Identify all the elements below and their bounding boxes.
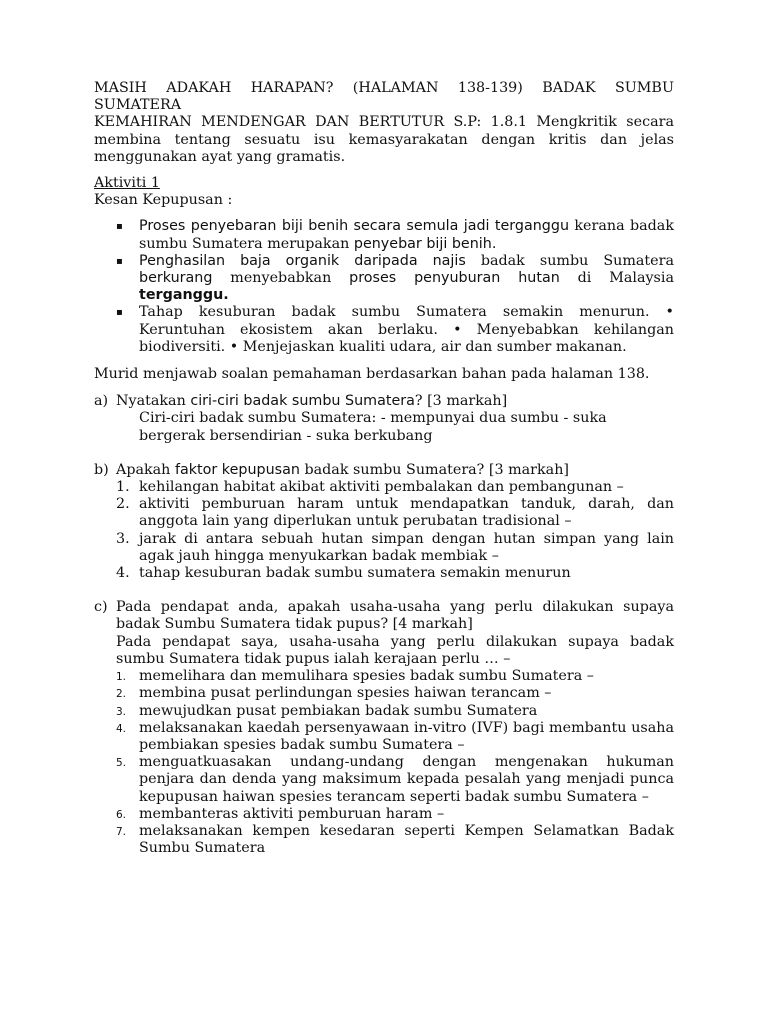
- item-number: 6.: [116, 808, 127, 821]
- item-number: 3.: [116, 530, 130, 547]
- item-number: 4.: [116, 565, 130, 582]
- question-b: [94, 462, 674, 479]
- question-text: Apakah: [116, 461, 175, 478]
- highlight-text: terganggu.: [139, 287, 229, 304]
- square-bullet-icon: ▪: [116, 307, 123, 319]
- body-text: .: [491, 235, 497, 252]
- activity-title: Aktiviti 1: [94, 175, 160, 192]
- question-text: badak sumbu Sumatera? [3 markah]: [299, 461, 569, 478]
- list-item: [94, 479, 674, 496]
- item-text: aktiviti pemburuan haram untuk mendapatkan tanduk, darah, dan anggota lain yang diperlukan untuk perubatan tradisional –: [139, 496, 674, 530]
- list-item: [94, 703, 674, 720]
- list-item: [94, 496, 674, 530]
- item-text: kehilangan habitat akibat aktiviti pembalakan dan pembangunan –: [139, 479, 624, 496]
- item-number: 1.: [116, 671, 127, 684]
- item-text: membanteras aktiviti pemburuan haram –: [139, 805, 445, 822]
- highlight-text: penyebar biji benih: [353, 235, 492, 252]
- document-title: MASIH ADAKAH HARAPAN? (HALAMAN 138-139) BADAK SUMBU SUMATERA: [94, 80, 674, 114]
- effects-list: [94, 218, 674, 356]
- square-bullet-icon: ▪: [116, 255, 123, 267]
- item-number: 5.: [116, 757, 127, 770]
- item-text: melaksanakan kaedah persenyawaan in-vitro (IVF) bagi membantu usaha pembiakan spesies badak sumbu Sumatera –: [139, 719, 674, 753]
- question-a: [94, 393, 674, 410]
- item-text: tahap kesuburan badak sumbu sumatera semakin menurun: [139, 565, 571, 582]
- list-item: [94, 823, 674, 857]
- list-item: [94, 304, 674, 356]
- item-text: mewujudkan pusat pembiakan badak sumbu Sumatera: [139, 702, 538, 719]
- item-text: memelihara dan memulihara spesies badak sumbu Sumatera –: [139, 668, 594, 685]
- body-text: di Malaysia: [559, 270, 674, 287]
- item-text: membina pusat perlindungan spesies haiwan terancam –: [139, 685, 552, 702]
- list-item: [94, 565, 674, 582]
- item-number: 4.: [116, 722, 127, 735]
- activity-subtitle: Kesan Kepupusan :: [94, 192, 233, 209]
- item-text: menguatkuasakan undang-undang dengan mengenakan hukuman penjara dan denda yang maksimum kepada pesalah yang menjadi punca kepupusan haiwan spesies terancam seperti badak sumbu Sumatera –: [139, 754, 674, 805]
- highlight-text: Proses penyebaran biji benih secara semula jadi terganggu: [139, 218, 570, 235]
- body-text: badak sumbu Sumatera: [465, 252, 674, 269]
- item-number: 1.: [116, 479, 130, 496]
- item-text: jarak di antara sebuah hutan simpan dengan hutan simpan yang lain agak jauh hingga menyukarkan badak membiak –: [139, 530, 674, 564]
- highlight-text: faktor kepupusan: [174, 461, 300, 478]
- skill-standard: KEMAHIRAN MENDENGAR DAN BERTUTUR S.P: 1.8.1 Mengkritik secara membina tentang sesuatu isu kemasyarakatan dengan kritis dan jelas menggunakan ayat yang gramatis.: [94, 114, 674, 165]
- item-number: 2.: [116, 688, 127, 701]
- answer-a: Ciri-ciri badak sumbu Sumatera: - mempunyai dua sumbu - suka bergerak bersendirian - suka berkubang: [139, 410, 607, 444]
- answer-c-list: [94, 668, 674, 857]
- highlight-text: berkurang: [139, 270, 213, 287]
- item-number: 3.: [116, 705, 127, 718]
- highlight-text: proses penyuburan hutan: [349, 270, 560, 287]
- list-item: [94, 531, 674, 565]
- highlight-text: Penghasilan baja organik daripada najis: [139, 252, 466, 269]
- answer-b-list: [94, 479, 674, 582]
- list-item: [94, 685, 674, 702]
- square-bullet-icon: ▪: [116, 221, 123, 233]
- list-item: [94, 720, 674, 754]
- list-item: [94, 668, 674, 685]
- question-label: a): [94, 393, 109, 410]
- highlight-text: ciri-ciri badak sumbu Sumatera: [190, 393, 415, 410]
- list-item: [94, 806, 674, 823]
- question-c: [94, 599, 674, 633]
- question-label: b): [94, 461, 109, 478]
- question-label: c): [94, 599, 108, 616]
- list-item: [94, 253, 674, 305]
- body-text: Tahap kesuburan badak sumbu Sumatera semakin menurun. • Keruntuhan ekosistem akan berlaku. • Menyebabkan kehilangan biodiversiti. • Menjejaskan kualiti udara, air dan sumber makanan.: [139, 304, 674, 355]
- list-item: [94, 218, 674, 252]
- instruction-text: Murid menjawab soalan pemahaman berdasarkan bahan pada halaman 138.: [94, 366, 650, 383]
- item-number: 2.: [116, 496, 130, 513]
- question-text: Nyatakan: [116, 393, 191, 410]
- question-text: Pada pendapat anda, apakah usaha-usaha yang perlu dilakukan supaya badak Sumbu Sumatera tidak pupus? [4 markah]: [116, 599, 674, 633]
- body-text: kerana badak sumbu Sumatera merupakan: [139, 218, 674, 252]
- item-text: melaksanakan kempen kesedaran seperti Kempen Selamatkan Badak Sumbu Sumatera: [139, 822, 674, 857]
- answer-c-intro: Pada pendapat saya, usaha-usaha yang perlu dilakukan supaya badak sumbu Sumatera tidak pupus ialah kerajaan perlu … –: [116, 633, 674, 667]
- body-text: menyebabkan: [212, 270, 350, 287]
- list-item: [94, 754, 674, 806]
- item-number: 7.: [116, 825, 127, 838]
- question-text: ? [3 markah]: [414, 393, 508, 410]
